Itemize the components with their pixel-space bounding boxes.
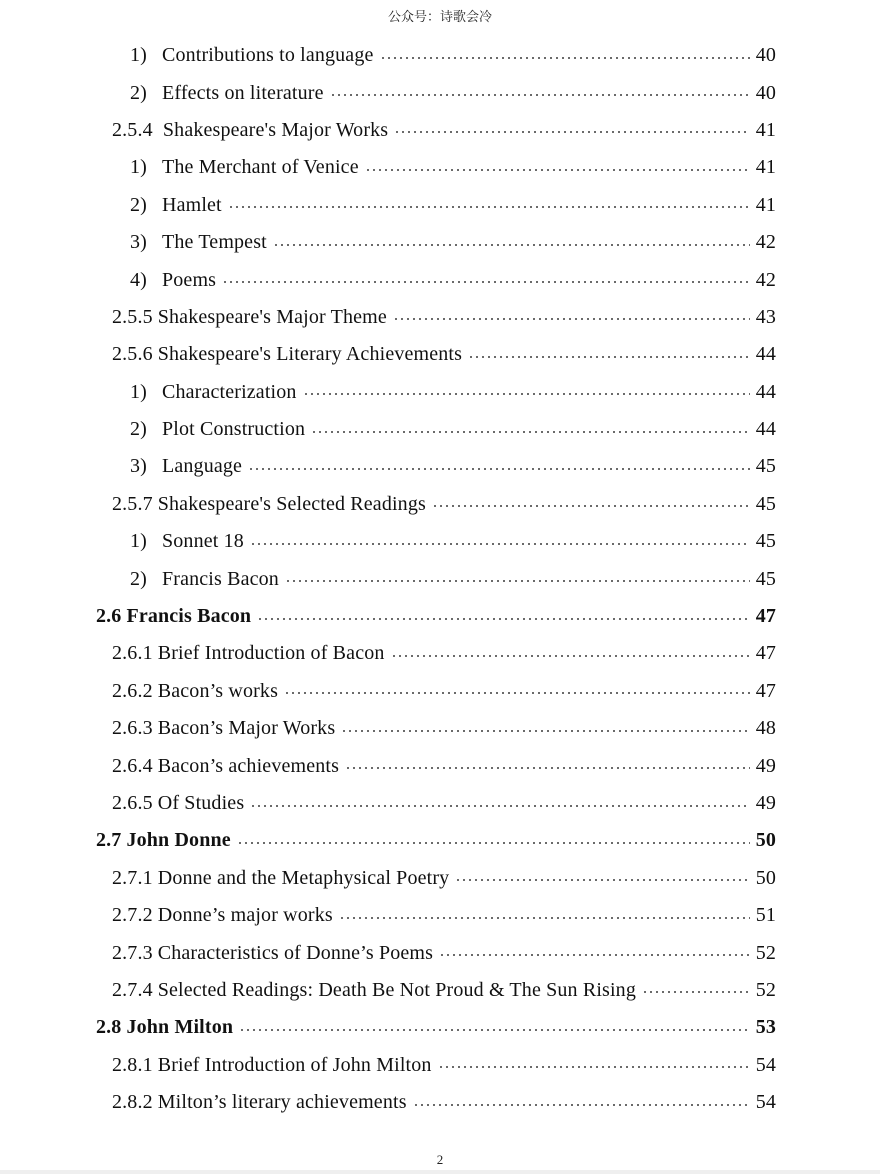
- toc-entry[interactable]: [0, 1009, 880, 1046]
- toc-entry-title: Shakespeare's Major Works: [157, 118, 389, 141]
- toc-entry-number: 2.7.1: [112, 866, 153, 889]
- dot-leader: [642, 990, 750, 994]
- toc-entry-page: 43: [755, 305, 776, 328]
- dot-leader: [345, 766, 750, 770]
- toc-entry-page: 52: [755, 978, 776, 1001]
- toc-entry-page: 54: [755, 1053, 776, 1076]
- dot-leader: [413, 1103, 750, 1107]
- toc-entry-page: 40: [755, 44, 776, 67]
- toc-entry-number: 2.5.4: [112, 118, 153, 141]
- toc-entry-title: Plot Construction: [162, 418, 306, 441]
- toc-entry-number: 2.5.5: [112, 305, 153, 328]
- toc-entry-number: 2.7.3: [112, 941, 153, 964]
- toc-entry-page: 53: [755, 1016, 776, 1039]
- toc-entry-number: 1): [130, 530, 147, 553]
- page-bottom-edge: [0, 1170, 880, 1174]
- toc-entry[interactable]: [0, 785, 880, 822]
- dot-leader: [273, 243, 750, 247]
- toc-entry-page: 49: [755, 754, 776, 777]
- toc-entry-title: Bacon’s Major Works: [157, 717, 336, 740]
- dot-leader: [365, 168, 750, 172]
- toc-entry[interactable]: [0, 224, 880, 261]
- toc-entry[interactable]: [0, 747, 880, 784]
- toc-entry[interactable]: [0, 37, 880, 74]
- toc-entry-page: 41: [755, 118, 776, 141]
- dot-leader: [250, 542, 750, 546]
- toc-entry-title: Sonnet 18: [162, 530, 244, 553]
- toc-entry[interactable]: [0, 336, 880, 373]
- toc-entry-title: Brief Introduction of Bacon: [157, 642, 385, 665]
- toc-entry-number: 2.6.5: [112, 792, 153, 814]
- toc-entry-page: 54: [755, 1091, 776, 1114]
- toc-entry[interactable]: [0, 673, 880, 710]
- toc-entry-number: 2.6: [96, 605, 122, 628]
- toc-entry-page: 42: [755, 268, 776, 291]
- toc-entry-number: 2.7: [96, 829, 122, 852]
- toc-entry-number: 2.6.3: [112, 717, 153, 740]
- dot-leader: [391, 654, 750, 658]
- toc-entry[interactable]: [0, 598, 880, 635]
- toc-entry-number: 2.8: [96, 1016, 122, 1039]
- toc-entry-page: 45: [755, 492, 776, 515]
- toc-entry[interactable]: [0, 112, 880, 149]
- toc-entry-title: Francis Bacon: [126, 605, 252, 628]
- toc-entry[interactable]: [0, 149, 880, 186]
- dot-leader: [228, 205, 750, 209]
- toc-entry-number: 2): [130, 567, 147, 590]
- dot-leader: [285, 579, 750, 583]
- toc-entry-page: 47: [755, 679, 776, 702]
- dot-leader: [394, 130, 750, 134]
- dot-leader: [455, 878, 750, 882]
- toc-entry[interactable]: [0, 710, 880, 747]
- toc-entry[interactable]: [0, 897, 880, 934]
- toc-entry[interactable]: [0, 374, 880, 411]
- dot-leader: [380, 56, 750, 60]
- toc-entry-number: 2.7.2: [112, 904, 153, 927]
- toc-entry[interactable]: [0, 523, 880, 560]
- toc-entry-page: 45: [755, 530, 776, 553]
- toc-entry-title: Hamlet: [162, 193, 222, 216]
- toc-entry-page: 42: [755, 231, 776, 254]
- toc-entry-title: Shakespeare's Selected Readings: [157, 492, 426, 515]
- toc-entry-page: 45: [755, 455, 776, 478]
- toc-entry[interactable]: [0, 1084, 880, 1121]
- toc-entry-page: 50: [755, 829, 776, 852]
- toc-entry[interactable]: [0, 74, 880, 111]
- toc-entry-title: Donne’s major works: [157, 904, 333, 927]
- toc-entry-page: 48: [755, 717, 776, 740]
- dot-leader: [303, 392, 750, 396]
- toc-entry-page: 47: [755, 605, 776, 628]
- toc-entry[interactable]: [0, 560, 880, 597]
- dot-leader: [468, 355, 750, 359]
- toc-entry-page: 41: [755, 193, 776, 216]
- toc-entry[interactable]: [0, 448, 880, 485]
- toc-entry-title: Contributions to language: [162, 44, 374, 67]
- toc-entry[interactable]: [0, 187, 880, 224]
- toc-entry-title: Milton’s literary achievements: [157, 1091, 407, 1114]
- toc-entry-number: 3): [130, 455, 147, 478]
- dot-leader: [237, 841, 750, 845]
- toc-entry[interactable]: [0, 261, 880, 298]
- toc-entry[interactable]: [0, 486, 880, 523]
- toc-entry-number: 2.5.7: [112, 492, 153, 515]
- toc-entry-number: 2.8.1: [112, 1053, 153, 1076]
- toc-entry-number: 2): [130, 193, 147, 216]
- toc-entry-number: 2): [130, 81, 147, 104]
- dot-leader: [330, 93, 750, 97]
- toc-entry-title: Shakespeare's Literary Achievements: [157, 343, 463, 366]
- toc-entry-title: Donne and the Metaphysical Poetry: [157, 866, 450, 889]
- toc-entry-number: 1): [130, 380, 147, 403]
- toc-entry[interactable]: [0, 934, 880, 971]
- toc-entry[interactable]: [0, 822, 880, 859]
- toc-entry-number: 4): [130, 268, 147, 291]
- toc-entry-page: 52: [755, 941, 776, 964]
- toc-entry-title: Poems: [162, 268, 217, 291]
- dot-leader: [239, 1028, 750, 1032]
- toc-entry-title: Francis Bacon: [162, 567, 279, 590]
- toc-entry-title: The Tempest: [162, 231, 267, 254]
- toc-entry-page: 40: [755, 81, 776, 104]
- toc-entry-title: Selected Readings: Death Be Not Proud & The Sun Rising: [157, 978, 636, 1001]
- dot-leader: [284, 691, 750, 695]
- dot-leader: [257, 617, 750, 621]
- toc-entry-title: Shakespeare's Major Theme: [157, 305, 387, 328]
- toc-entry-title: Characteristics of Donne’s Poems: [157, 941, 434, 964]
- toc-entry-number: 1): [130, 156, 147, 179]
- dot-leader: [341, 729, 750, 733]
- toc-entry-page: 50: [755, 866, 776, 889]
- toc-entry[interactable]: [0, 972, 880, 1009]
- toc-entry-number: 2.6.4: [112, 754, 153, 777]
- toc-entry-number: 2.6.2: [112, 679, 153, 702]
- table-of-contents: [0, 37, 880, 1121]
- toc-entry[interactable]: [0, 635, 880, 672]
- toc-entry[interactable]: [0, 299, 880, 336]
- dot-leader: [339, 916, 750, 920]
- toc-entry-number: 2.5.6: [112, 343, 153, 366]
- toc-entry-title: John Donne: [126, 829, 231, 852]
- toc-entry-page: 45: [755, 567, 776, 590]
- toc-entry-title: Characterization: [162, 380, 297, 403]
- toc-entry-title: Language: [162, 455, 243, 478]
- dot-leader: [438, 1065, 750, 1069]
- toc-entry-page: 44: [755, 343, 776, 366]
- toc-entry-number: 2.6.1: [112, 642, 153, 665]
- toc-entry-page: 47: [755, 642, 776, 665]
- toc-entry-title: Brief Introduction of John Milton: [157, 1053, 432, 1076]
- dot-leader: [432, 504, 750, 508]
- dot-leader: [311, 430, 750, 434]
- dot-leader: [393, 317, 750, 321]
- page-number: 2: [436, 1152, 444, 1167]
- toc-entry[interactable]: [0, 411, 880, 448]
- dot-leader: [250, 804, 750, 808]
- toc-entry-title: Bacon’s works: [157, 679, 279, 702]
- toc-entry[interactable]: [0, 1047, 880, 1084]
- toc-entry-title: John Milton: [126, 1016, 234, 1039]
- toc-entry[interactable]: [0, 860, 880, 897]
- toc-entry-number: 1): [130, 44, 147, 67]
- toc-entry-number: 2): [130, 418, 147, 441]
- dot-leader: [439, 953, 750, 957]
- toc-entry-page: 41: [755, 156, 776, 179]
- toc-entry-number: 2.8.2: [112, 1091, 153, 1114]
- toc-entry-page: 51: [755, 904, 776, 927]
- toc-entry-number: 2.7.4: [112, 978, 153, 1001]
- dot-leader: [248, 467, 750, 471]
- toc-entry-title: The Merchant of Venice: [162, 156, 359, 179]
- toc-entry-number: 3): [130, 231, 147, 254]
- toc-entry-page: 49: [755, 792, 776, 814]
- toc-entry-page: 44: [755, 380, 776, 403]
- toc-entry-page: 44: [755, 418, 776, 441]
- page-header: 公众号：诗歌会冷: [387, 10, 492, 25]
- dot-leader: [222, 280, 750, 284]
- toc-entry-title: Effects on literature: [162, 81, 324, 104]
- toc-entry-title: Of Studies: [157, 792, 245, 814]
- toc-entry-title: Bacon’s achievements: [157, 754, 340, 777]
